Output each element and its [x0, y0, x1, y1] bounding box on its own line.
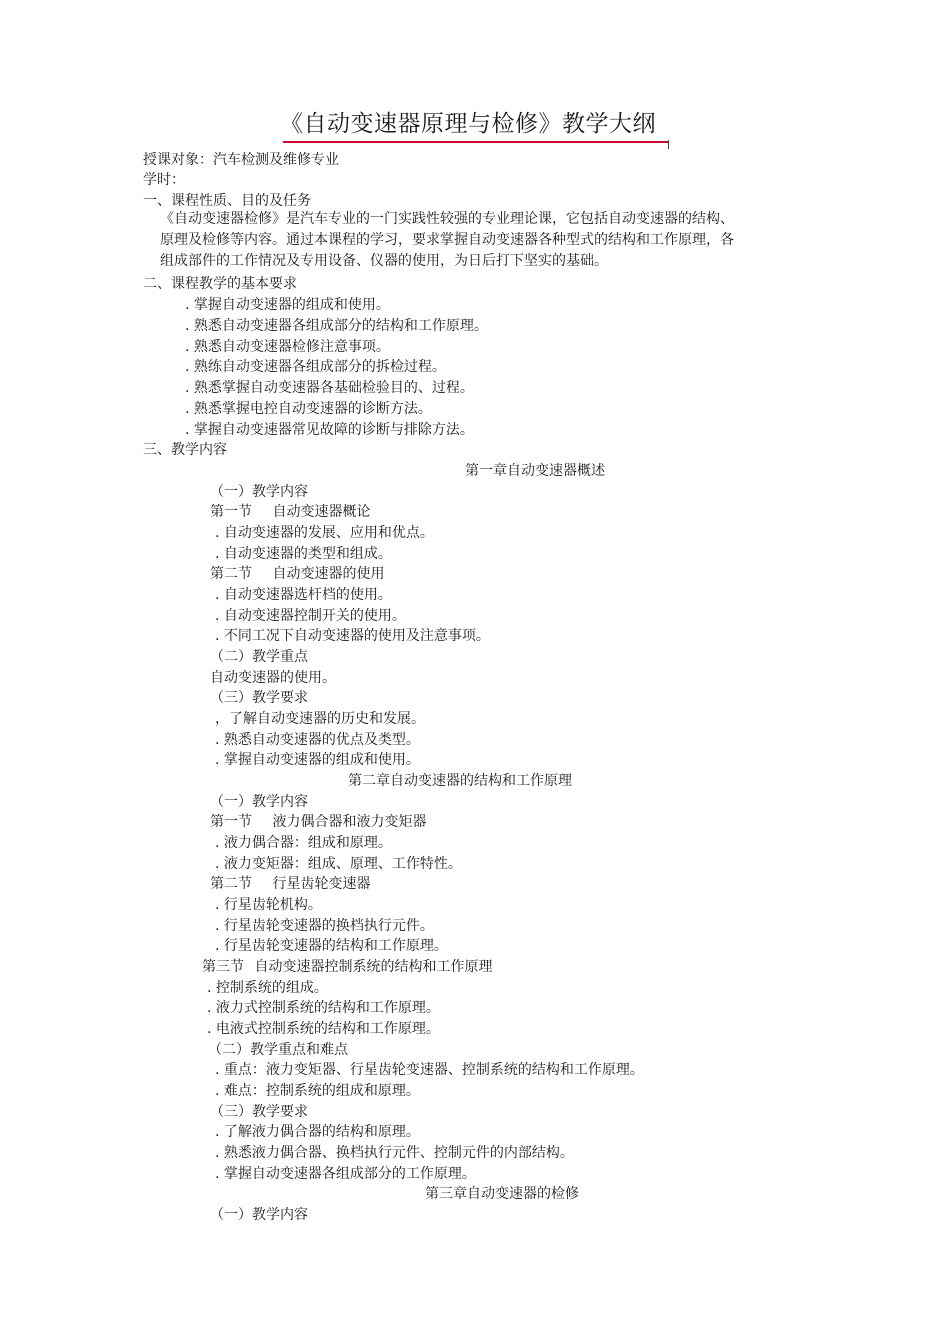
ch2-req-item: . 掌握自动变速器各组成部分的工作原理。 — [215, 1166, 476, 1182]
ch2-req-item: . 熟悉液力偶合器、换档执行元件、控制元件的内部结构。 — [215, 1145, 574, 1161]
requirement-item: . 熟悉掌握电控自动变速器的诊断方法。 — [185, 401, 432, 417]
requirement-item: . 熟悉掌握自动变速器各基础检验目的、过程。 — [185, 380, 474, 396]
ch1-s1-item: . 自动变速器的发展、应用和优点。 — [215, 525, 434, 541]
ch2-req-heading: （三）教学要求 — [210, 1104, 308, 1120]
ch2-key-item: . 难点：控制系统的组成和原理。 — [215, 1083, 420, 1099]
ch1-s1-item: . 自动变速器的类型和组成。 — [215, 546, 392, 562]
ch2-section-2-title: 第二节 行星齿轮变速器 — [210, 876, 371, 892]
ch2-s2-item: . 行星齿轮机构。 — [215, 897, 322, 913]
title-cursor-mark — [668, 140, 669, 149]
ch2-content-heading: （一）教学内容 — [210, 794, 308, 810]
ch2-s2-item: . 行星齿轮变速器的结构和工作原理。 — [215, 938, 448, 954]
ch1-section-2-title: 第二节 自动变速器的使用 — [210, 566, 385, 582]
ch3-content-heading: （一）教学内容 — [210, 1207, 308, 1223]
ch1-content-heading: （一）教学内容 — [210, 484, 308, 500]
requirement-item: . 熟练自动变速器各组成部分的拆检过程。 — [185, 359, 446, 375]
chapter-2-title: 第二章自动变速器的结构和工作原理 — [348, 773, 572, 789]
ch2-s1-item: . 液力变矩器：组成、原理、工作特性。 — [215, 856, 462, 872]
ch1-req-heading: （三）教学要求 — [210, 690, 308, 706]
section-1-para-line: 《自动变速器检修》是汽车专业的一门实践性较强的专业理论课，它包括自动变速器的结构、 — [160, 211, 734, 227]
ch1-section-1-title: 第一节 自动变速器概论 — [210, 504, 371, 520]
section-1-para-line: 原理及检修等内容。通过本课程的学习，要求掌握自动变速器各种型式的结构和工作原理，各 — [160, 232, 734, 248]
title-underline — [283, 141, 669, 143]
ch1-key-text: 自动变速器的使用。 — [210, 670, 336, 686]
requirement-item: . 掌握自动变速器的组成和使用。 — [185, 297, 390, 313]
ch1-key-heading: （二）教学重点 — [210, 649, 308, 665]
section-1-para-line: 组成部件的工作情况及专用设备、仪器的使用，为日后打下坚实的基础。 — [160, 253, 608, 269]
audience-line: 授课对象：汽车检测及维修专业 — [143, 152, 339, 168]
requirement-item: . 掌握自动变速器常见故障的诊断与排除方法。 — [185, 422, 474, 438]
section-3-heading: 三、教学内容 — [143, 442, 227, 458]
ch2-s2-item: . 行星齿轮变速器的换档执行元件。 — [215, 918, 434, 934]
chapter-3-title: 第三章自动变速器的检修 — [425, 1186, 579, 1202]
ch1-req-item: . 熟悉自动变速器的优点及类型。 — [215, 732, 420, 748]
ch1-s2-item: . 不同工况下自动变速器的使用及注意事项。 — [215, 628, 490, 644]
ch1-s2-item: . 自动变速器控制开关的使用。 — [215, 608, 406, 624]
requirement-item: . 熟悉自动变速器检修注意事项。 — [185, 339, 390, 355]
ch2-section-3-title: 第三节 自动变速器控制系统的结构和工作原理 — [202, 959, 493, 975]
ch2-s3-item: . 液力式控制系统的结构和工作原理。 — [207, 1000, 440, 1016]
ch2-s3-item: . 控制系统的组成。 — [207, 980, 328, 996]
ch1-req-item: ，了解自动变速器的历史和发展。 — [215, 711, 425, 727]
ch2-req-item: . 了解液力偶合器的结构和原理。 — [215, 1124, 420, 1140]
section-1-heading: 一、课程性质、目的及任务 — [143, 193, 311, 209]
ch1-req-item: . 掌握自动变速器的组成和使用。 — [215, 752, 420, 768]
ch2-key-item: . 重点：液力变矩器、行星齿轮变速器、控制系统的结构和工作原理。 — [215, 1062, 644, 1078]
chapter-1-title: 第一章自动变速器概述 — [465, 463, 605, 479]
requirement-item: . 熟悉自动变速器各组成部分的结构和工作原理。 — [185, 318, 488, 334]
section-2-heading: 二、课程教学的基本要求 — [143, 276, 297, 292]
hours-line: 学时： — [143, 172, 185, 188]
ch2-key-heading: （二）教学重点和难点 — [208, 1042, 348, 1058]
ch2-s1-item: . 液力偶合器：组成和原理。 — [215, 835, 392, 851]
ch1-s2-item: . 自动变速器选杆档的使用。 — [215, 587, 392, 603]
ch2-s3-item: . 电液式控制系统的结构和工作原理。 — [207, 1021, 440, 1037]
document-title: 《自动变速器原理与检修》教学大纲 — [280, 111, 656, 137]
ch2-section-1-title: 第一节 液力偶合器和液力变矩器 — [210, 814, 427, 830]
